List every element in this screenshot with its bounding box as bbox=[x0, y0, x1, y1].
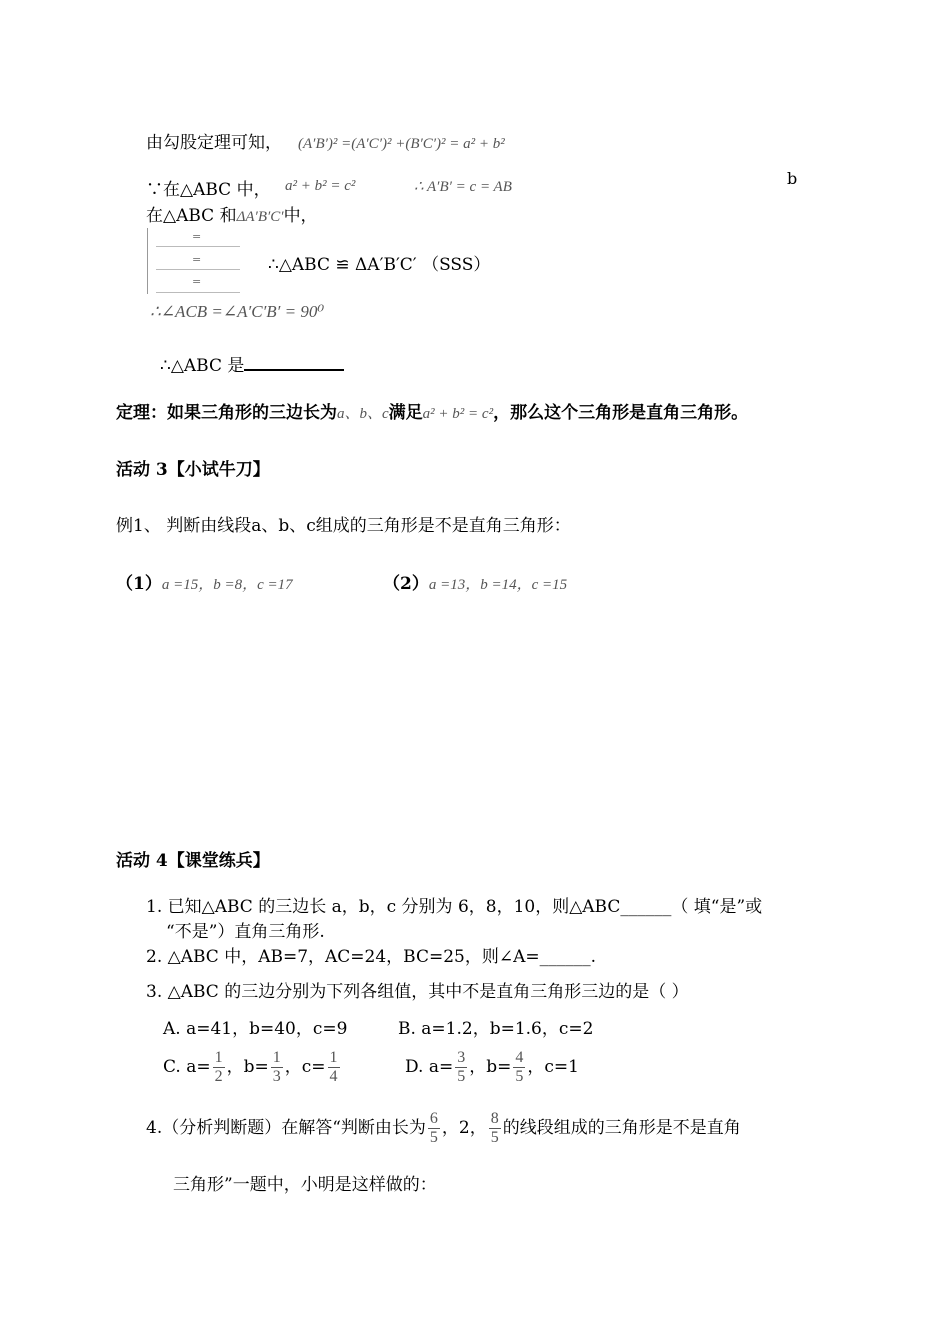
proof-congruent: ∴△ABC ≌ ΔA′B′C′ （SSS） bbox=[268, 255, 491, 275]
condition-eq-3: = bbox=[192, 275, 202, 288]
condition-line-1 bbox=[156, 246, 240, 247]
theorem: 定理：如果三角形的三边长为a、b、c满足a² + b² = c²，那么这个三角形是直角三角形。 bbox=[116, 403, 749, 423]
fraction-eight-fifths: $\frac{8}{5}$ bbox=[490, 1110, 499, 1146]
proof-line-2-therefore: ∴ A′B′ = c = AB bbox=[414, 179, 512, 195]
activity-3-example: 例1、 判断由线段a、b、c组成的三角形是不是直角三角形： bbox=[116, 516, 571, 536]
activity-4-title: 活动 4【课堂练兵】 bbox=[116, 851, 270, 871]
question-4-line-1: 4.（分析判断题）在解答“判断由长为 $\frac{6}{5}$ ，2， $\frac{8}{5}$ 的线段组成的三角形是不是直角 bbox=[146, 1110, 741, 1146]
fraction-one-half: $\frac{1}{2}$ bbox=[214, 1049, 223, 1085]
activity-3-title: 活动 3【小试牛刀】 bbox=[116, 460, 270, 480]
proof-line-1 bbox=[146, 128, 282, 153]
proof-line-1-formula: (A′B′)² =(A′C′)² +(B′C′)² = a² + b² bbox=[298, 136, 505, 152]
fraction-one-third: $\frac{1}{3}$ bbox=[272, 1049, 281, 1085]
proof-angle: ∴∠ACB =∠A′C′B′ = 90⁰ bbox=[150, 302, 325, 321]
proof-line-1-text: 由勾股定理可知， bbox=[146, 133, 282, 153]
question-1-line-1: 1. 已知△ABC 的三边长 a，b，c 分别为 6，8，10，则△ABC______（ 填“是”或 bbox=[146, 897, 763, 917]
fraction-four-fifths: $\frac{4}{5}$ bbox=[515, 1049, 524, 1085]
proof-line-2: ∵在△ABC 中， bbox=[146, 180, 271, 200]
condition-line-3 bbox=[156, 292, 240, 293]
question-2: 2. △ABC 中，AB=7，AC=24，BC=25，则∠A=______. bbox=[146, 947, 597, 967]
question-3: 3. △ABC 的三边分别为下列各组值，其中不是直角三角形三边的是（ ） bbox=[146, 982, 689, 1002]
proof-line-3: 在△ABC 和ΔA′B′C′中， bbox=[146, 206, 318, 226]
question-3-option-d: D. a= $\frac{3}{5}$ ，b= $\frac{4}{5}$ ，c=1 bbox=[405, 1049, 579, 1085]
question-1-line-2: “不是”）直角三角形. bbox=[166, 922, 325, 942]
question-4-line-2: 三角形”一题中，小明是这样做的： bbox=[173, 1175, 437, 1195]
condition-eq-2: = bbox=[192, 253, 202, 266]
question-3-option-a: A. a=41，b=40，c=9 bbox=[163, 1019, 348, 1039]
fraction-one-quarter: $\frac{1}{4}$ bbox=[329, 1049, 338, 1085]
congruence-conditions-brace bbox=[147, 228, 240, 294]
activity-3-part-1: （1）a =15，b =8，c =17 bbox=[116, 574, 293, 594]
answer-blank[interactable] bbox=[244, 353, 344, 371]
proof-line-2-formula: a² + b² = c² bbox=[285, 178, 356, 194]
question-3-option-c: C. a= $\frac{1}{2}$ ，b= $\frac{1}{3}$ ，c= $\frac{1}{4}$ bbox=[163, 1049, 338, 1085]
fraction-six-fifths: $\frac{6}{5}$ bbox=[429, 1110, 438, 1146]
question-3-option-b: B. a=1.2，b=1.6，c=2 bbox=[398, 1019, 594, 1039]
condition-eq-1: = bbox=[192, 230, 202, 243]
activity-3-part-2: （2）a =13，b =14，c =15 bbox=[383, 574, 568, 594]
proof-conclusion: ∴△ABC 是 bbox=[160, 351, 344, 376]
margin-letter-b: b bbox=[787, 169, 798, 188]
condition-line-2 bbox=[156, 269, 240, 270]
fraction-three-fifths: $\frac{3}{5}$ bbox=[457, 1049, 466, 1085]
